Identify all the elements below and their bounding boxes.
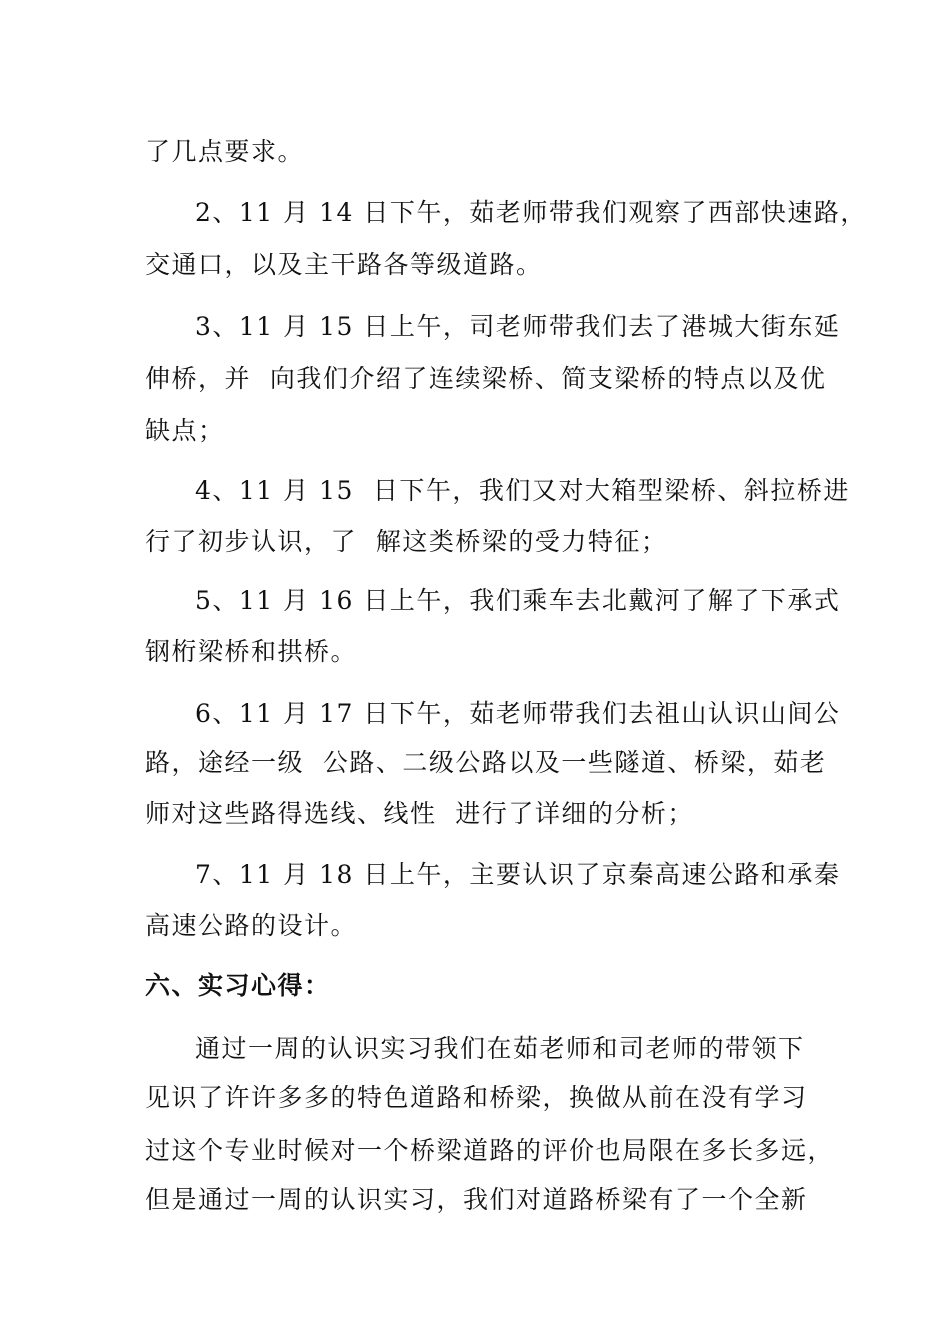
item-4-line-1: 4、11 月 15 日下午，我们又对大箱型梁桥、斜拉桥进 xyxy=(195,476,850,505)
item-7-line-1: 7、11 月 18 日上午，主要认识了京秦高速公路和承秦 xyxy=(195,860,841,889)
paragraph-line-2: 见识了许许多多的特色道路和桥梁，换做从前在没有学习 xyxy=(145,1083,808,1112)
item-3-line-3: 缺点； xyxy=(145,416,225,445)
section-heading: 六、实习心得： xyxy=(145,971,331,1000)
text-line: 了几点要求。 xyxy=(145,137,305,166)
item-2-line-1: 2、11 月 14 日下午，茹老师带我们观察了西部快速路， xyxy=(195,198,867,227)
paragraph-line-4: 但是通过一周的认识实习，我们对道路桥梁有了一个全新 xyxy=(145,1185,808,1214)
item-5-line-1: 5、11 月 16 日上午，我们乘车去北戴河了解了下承式 xyxy=(195,586,841,615)
paragraph-line-3: 过这个专业时候对一个桥梁道路的评价也局限在多长多远， xyxy=(145,1136,835,1165)
item-6-line-2: 路，途经一级 公路、二级公路以及一些隧道、桥梁，茹老 xyxy=(145,748,827,777)
item-4-line-2: 行了初步认识，了 解这类桥梁的受力特征； xyxy=(145,527,668,556)
paragraph-line-1: 通过一周的认识实习我们在茹老师和司老师的带领下 xyxy=(195,1034,805,1063)
item-6-line-3: 师对这些路得选线、线性 进行了详细的分析； xyxy=(145,799,694,828)
item-3-line-2: 伸桥，并 向我们介绍了连续梁桥、简支梁桥的特点以及优 xyxy=(145,364,827,393)
item-3-line-1: 3、11 月 15 日上午，司老师带我们去了港城大街东延 xyxy=(195,312,841,341)
item-2-line-2: 交通口，以及主干路各等级道路。 xyxy=(145,250,543,279)
item-6-line-1: 6、11 月 17 日下午，茹老师带我们去祖山认识山间公 xyxy=(195,699,841,728)
item-7-line-2: 高速公路的设计。 xyxy=(145,911,358,940)
item-5-line-2: 钢桁梁桥和拱桥。 xyxy=(145,637,358,666)
